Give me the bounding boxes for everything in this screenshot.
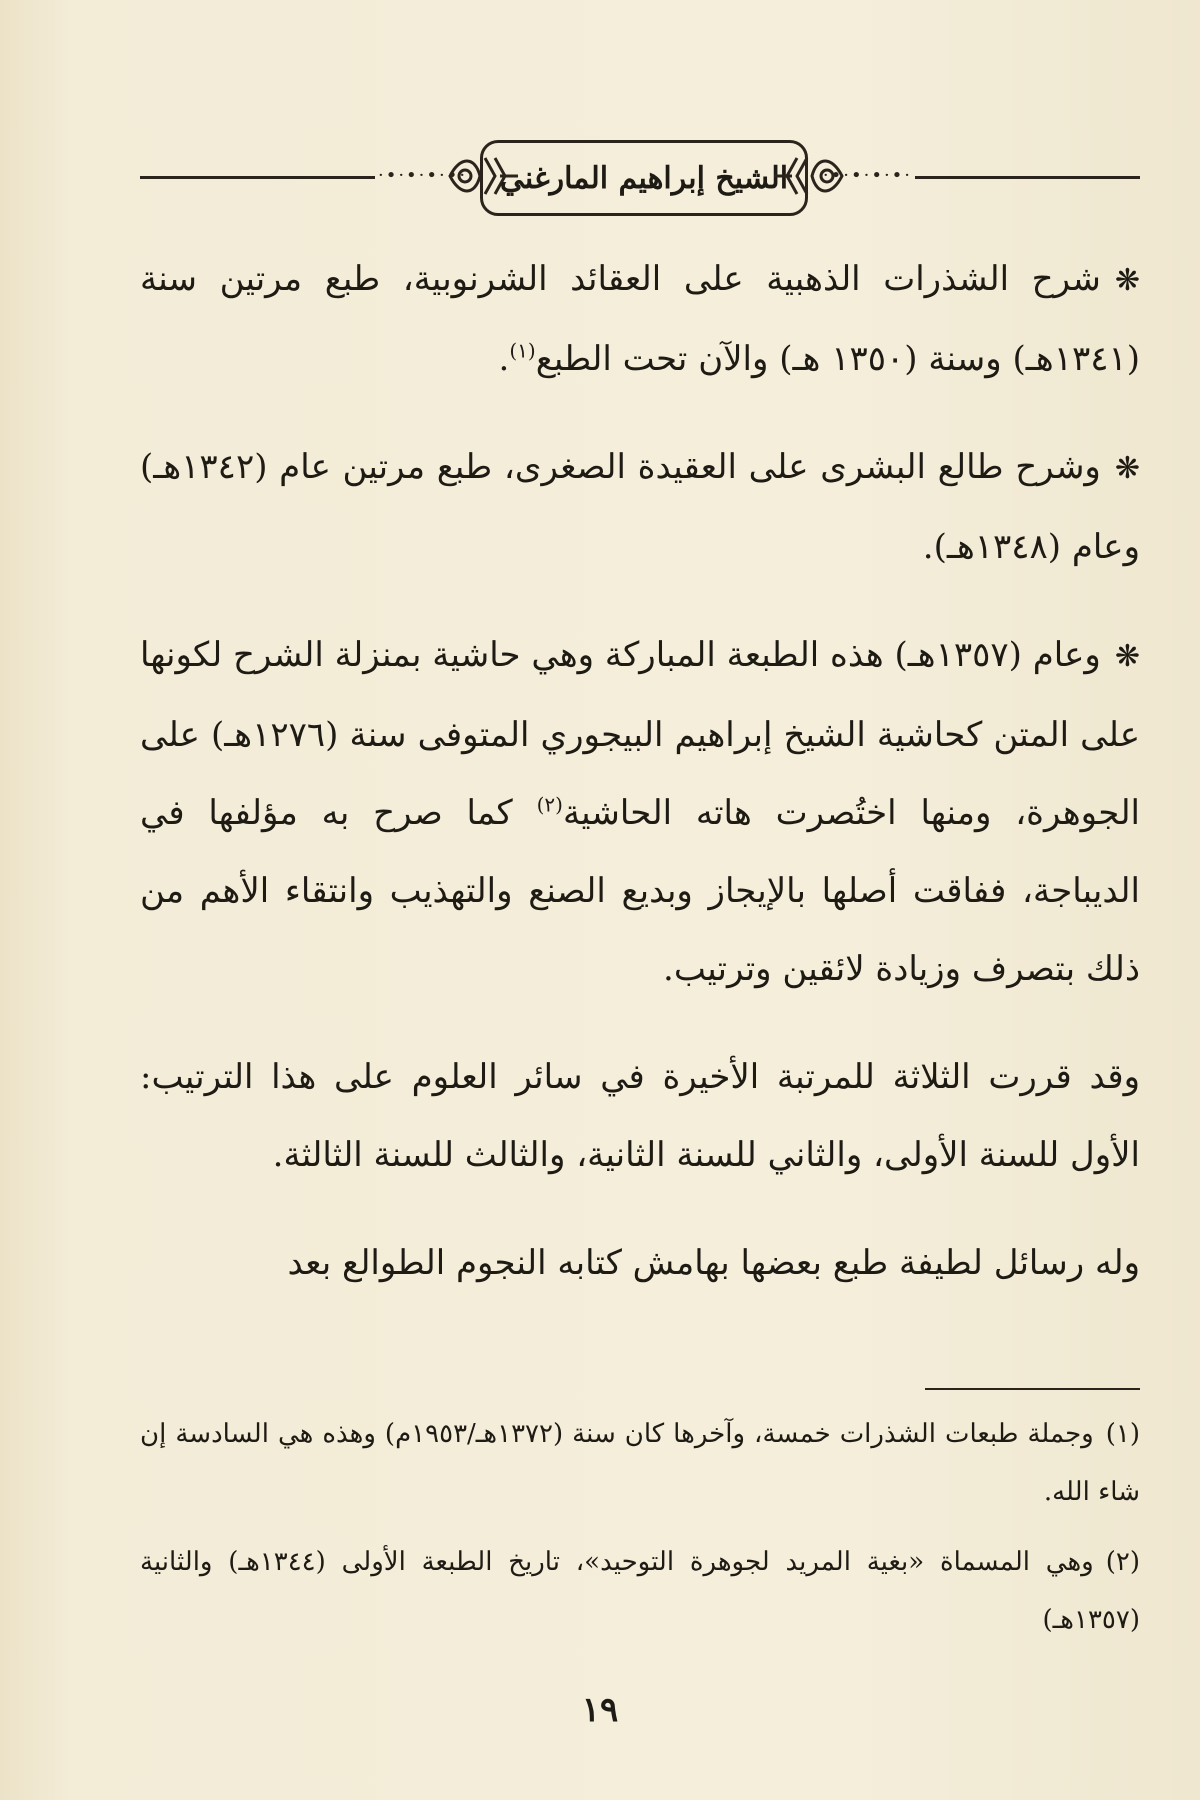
footnote-1 bbox=[140, 1405, 1140, 1521]
footnote-text: وجملة طبعات الشذرات خمسة، وآخرها كان سنة (١٣٧٢هـ/١٩٥٣م) وهذه هي السادسة إن شاء الله. bbox=[140, 1419, 1140, 1507]
ornament-right-icon bbox=[772, 146, 852, 206]
bullet-star-icon: ❋ bbox=[1114, 451, 1140, 486]
running-header bbox=[140, 140, 1140, 220]
main-text bbox=[140, 240, 1140, 1332]
footnote-separator bbox=[140, 1388, 1140, 1390]
paragraph-3 bbox=[140, 616, 1140, 1008]
footnote-ref-1[interactable]: (١) bbox=[509, 338, 536, 363]
footnote-number: (٢) bbox=[1105, 1547, 1140, 1577]
paragraph-text-end: كما صرح به مؤلفها في الديباجة، ففاقت أصلها بالإيجاز وبديع الصنع والتهذيب وانتقاء الأهم من ذلك بتصرف وزيادة لائقين وترتيب. bbox=[140, 793, 1140, 989]
paragraph-text: وله رسائل لطيفة طبع بعضها بهامش كتابه النجوم الطوالع بعد bbox=[287, 1243, 1140, 1283]
paragraph-text: شرح الشذرات الذهبية على العقائد الشرنوبية، طبع مرتين سنة (١٣٤١هـ) وسنة (١٣٥٠ هـ) والآن تحت الطبع bbox=[140, 259, 1140, 379]
footnotes bbox=[140, 1405, 1140, 1661]
page-number: ١٩ bbox=[581, 1690, 619, 1730]
paragraph-text-end: . bbox=[498, 339, 510, 379]
header-rule-left bbox=[140, 176, 375, 179]
header-dots-left: ·•·•·•·•· bbox=[378, 165, 468, 186]
footnote-ref-2[interactable]: (٢) bbox=[536, 792, 563, 817]
paragraph-5 bbox=[140, 1224, 1140, 1302]
header-title-box bbox=[480, 140, 808, 216]
header-dots-right: ·•·•·•·•· bbox=[822, 165, 912, 186]
paragraph-text: وقد قررت الثلاثة للمرتبة الأخيرة في سائر العلوم على هذا الترتيب: الأول للسنة الأولى، والثاني للسنة الثانية، والثالث للسنة الثالثة. bbox=[140, 1057, 1140, 1175]
footnote-2 bbox=[140, 1533, 1140, 1649]
paragraph-text: وعام (١٣٥٧هـ) هذه الطبعة المباركة وهي حاشية بمنزلة الشرح لكونها على المتن كحاشية الشيخ إبراهيم البيجوري المتوفى سنة (١٢٧٦هـ) على الجوهرة، ومنها اختُصرت هاته الحاشية bbox=[140, 635, 1140, 833]
header-title: الشيخ إبراهيم المارغني bbox=[499, 160, 789, 196]
paragraph-4 bbox=[140, 1038, 1140, 1194]
bullet-star-icon: ❋ bbox=[1114, 639, 1140, 674]
bullet-star-icon: ❋ bbox=[1114, 263, 1140, 298]
paragraph-2 bbox=[140, 428, 1140, 586]
paragraph-1 bbox=[140, 240, 1140, 398]
paragraph-text: وشرح طالع البشرى على العقيدة الصغرى، طبع مرتين عام (١٣٤٢هـ) وعام (١٣٤٨هـ). bbox=[140, 447, 1140, 567]
footnote-number: (١) bbox=[1105, 1419, 1140, 1449]
footnote-text: وهي المسماة «بغية المريد لجوهرة التوحيد»، تاريخ الطبعة الأولى (١٣٤٤هـ) والثانية (١٣٥٧هـ) bbox=[140, 1547, 1140, 1635]
header-rule-right bbox=[915, 176, 1140, 179]
